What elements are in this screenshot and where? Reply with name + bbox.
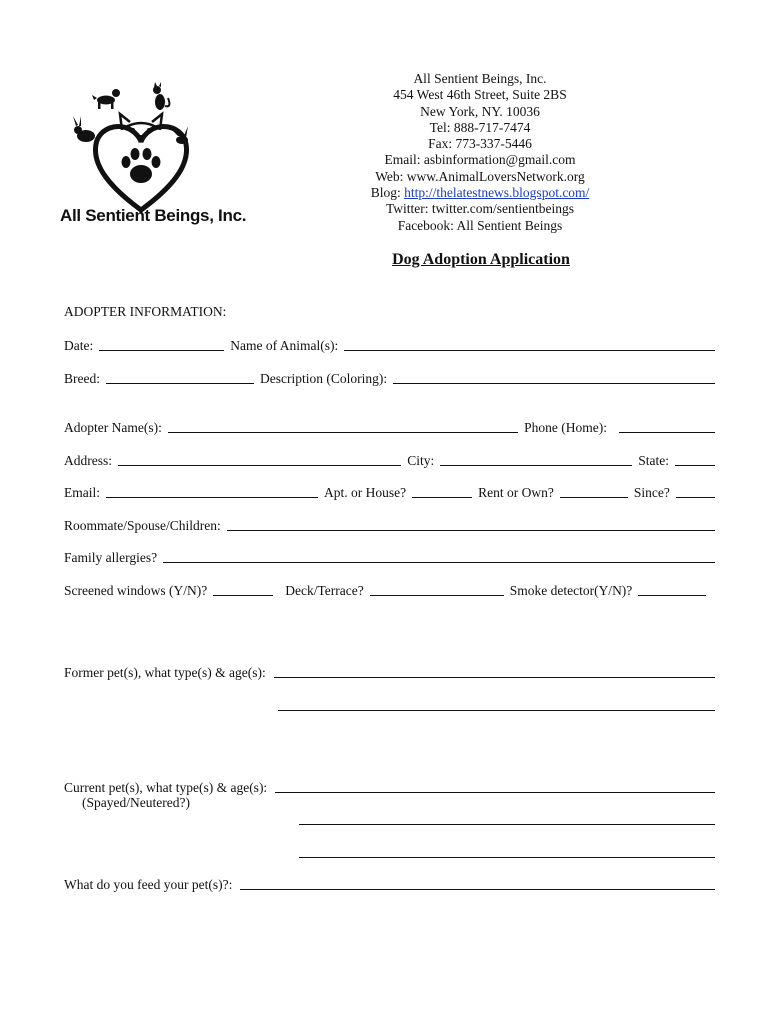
phone-label: Phone (Home): [524,420,607,435]
address-field[interactable] [118,452,401,466]
smoke-field[interactable] [638,582,706,596]
email-field[interactable] [106,484,318,498]
date-label: Date: [64,338,94,353]
organization-logo [56,78,247,238]
org-email: Email: asbinformation@gmail.com [384,152,576,168]
org-name: All Sentient Beings, Inc. [413,71,547,86]
logo-text: All Sentient Beings, Inc. [60,206,247,225]
row-former-pets [64,663,715,681]
former-pets-label: Former pet(s), what type(s) & age(s): [64,665,266,680]
current-pets-field[interactable] [275,779,715,793]
org-blog [350,185,610,201]
state-field[interactable] [675,452,715,466]
row-allergies [64,548,715,566]
blog-label: Blog: [370,185,405,201]
deck-label: Deck/Terrace? [285,583,364,598]
adopter-name-label: Adopter Name(s): [64,420,162,435]
cat-icon [153,82,169,110]
current-pets-label: Current pet(s), what type(s) & age(s): [64,780,268,795]
current-pets-field-line2[interactable] [299,823,715,825]
feed-label: What do you feed your pet(s)?: [64,877,233,892]
deck-field[interactable] [370,582,504,596]
section-heading: ADOPTER INFORMATION: [64,304,227,319]
row-safety [64,581,715,599]
current-pets-field-line3[interactable] [299,856,715,858]
row-current-pets [64,778,715,796]
row-date-animal [64,336,715,354]
former-pets-field[interactable] [274,664,715,678]
row-email-housing [64,483,715,501]
description-label: Description (Coloring): [260,371,388,386]
blog-link[interactable]: http://thelatestnews.blogspot.com/ [404,185,590,201]
since-field[interactable] [676,484,715,498]
row-address [64,451,715,469]
description-field[interactable] [393,370,715,384]
org-fax: Fax: 773-337-5446 [428,136,532,152]
row-adopter-phone [64,418,715,436]
since-label: Since? [633,485,670,500]
email-label: Email: [64,485,100,500]
breed-field[interactable] [106,370,254,384]
paw-print-icon [122,148,161,183]
allergies-field[interactable] [163,549,715,563]
animal-name-field[interactable] [344,337,715,351]
row-roommate [64,516,715,534]
roommate-field[interactable] [227,517,715,531]
org-address-line2: New York, NY. 10036 [420,103,540,119]
adopter-name-field[interactable] [168,419,518,433]
former-pets-field-line2[interactable] [278,709,715,711]
org-address-line1: 454 West 46th Street, Suite 2BS [393,87,567,103]
row-breed-description [64,369,715,387]
apt-house-label: Apt. or House? [324,485,407,500]
org-tel: Tel: 888-717-7474 [429,119,531,135]
smoke-label: Smoke detector(Y/N)? [509,583,633,598]
city-label: City: [407,453,435,468]
row-feed [64,875,715,893]
breed-label: Breed: [64,371,100,386]
org-twitter: Twitter: twitter.com/sentientbeings [385,201,575,217]
cat-face-icon [120,114,162,130]
animal-name-label: Name of Animal(s): [230,338,339,353]
apt-house-field[interactable] [412,484,472,498]
logo-graphic [56,78,226,213]
allergies-label: Family allergies? [64,550,158,565]
organization-contact [350,71,610,234]
rent-own-label: Rent or Own? [478,485,554,500]
rabbit-icon [73,116,95,142]
date-field[interactable] [99,337,224,351]
rent-own-field[interactable] [560,484,628,498]
phone-field[interactable] [619,419,715,433]
city-field[interactable] [440,452,632,466]
form-title: Dog Adoption Application [392,251,570,268]
screened-label: Screened windows (Y/N)? [64,583,208,598]
org-web: Web: www.AnimalLoversNetwork.org [375,168,585,184]
feed-field[interactable] [240,876,715,890]
spayed-note: (Spayed/Neutered?) [82,795,190,810]
state-label: State: [638,453,669,468]
address-label: Address: [64,453,112,468]
roommate-label: Roommate/Spouse/Children: [64,518,221,533]
screened-field[interactable] [213,582,273,596]
dog-icon [92,89,120,109]
org-facebook: Facebook: All Sentient Beings [397,217,563,233]
